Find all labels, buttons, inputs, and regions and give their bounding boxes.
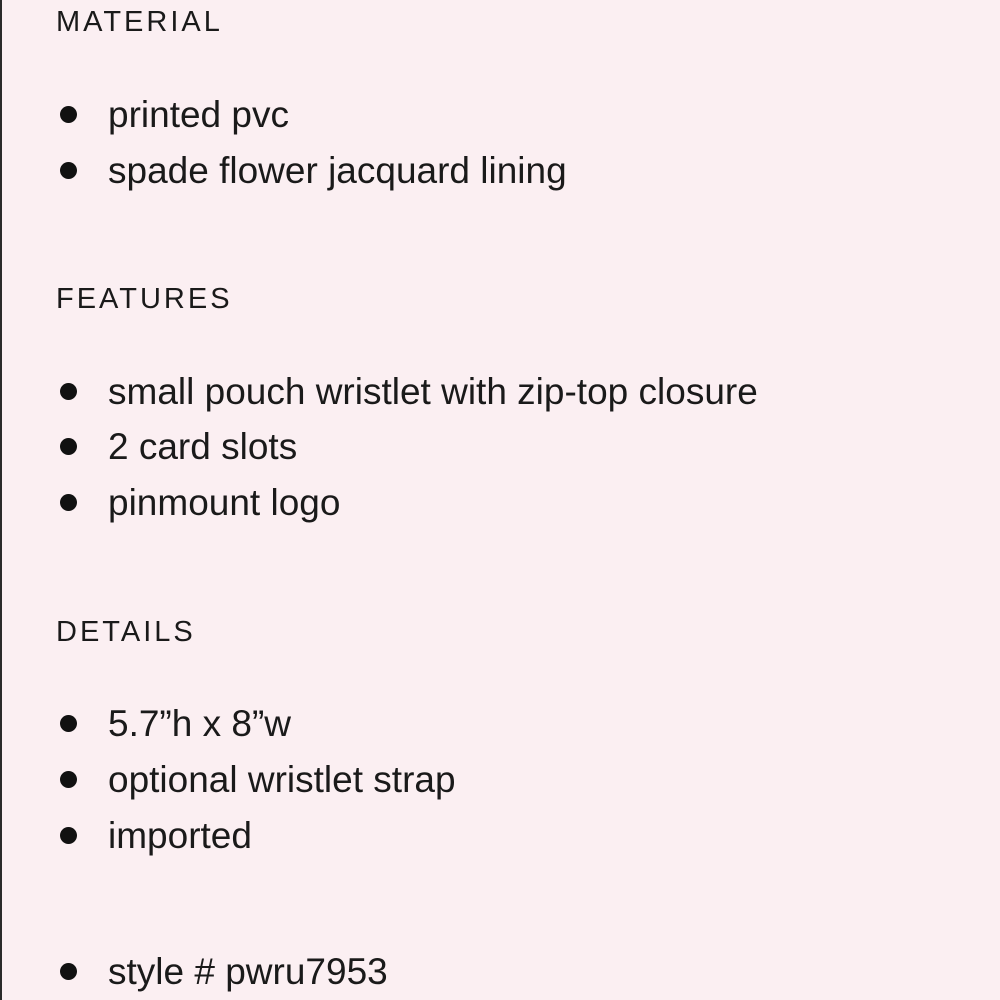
bullet-icon bbox=[60, 494, 77, 511]
list-item bbox=[60, 145, 567, 195]
list-item-text: imported bbox=[108, 814, 252, 856]
style-number-item bbox=[60, 946, 388, 996]
list-item-text: 2 card slots bbox=[108, 425, 298, 467]
list-item bbox=[60, 366, 758, 416]
list-item-text: optional wristlet strap bbox=[108, 758, 456, 800]
bullet-icon bbox=[60, 771, 77, 788]
bullet-icon bbox=[60, 438, 77, 455]
list-item bbox=[60, 421, 297, 471]
bullet-icon bbox=[60, 715, 77, 732]
material-heading: MATERIAL bbox=[56, 6, 223, 38]
list-item-text: printed pvc bbox=[108, 93, 289, 135]
list-item-text: small pouch wristlet with zip-top closure bbox=[108, 370, 758, 412]
list-item bbox=[60, 698, 291, 748]
list-item bbox=[60, 89, 289, 139]
list-item bbox=[60, 754, 456, 804]
bullet-icon bbox=[60, 162, 77, 179]
bullet-icon bbox=[60, 383, 77, 400]
left-border-line bbox=[0, 0, 2, 1000]
bullet-icon bbox=[60, 963, 77, 980]
bullet-icon bbox=[60, 106, 77, 123]
list-item bbox=[60, 477, 340, 527]
features-heading: FEATURES bbox=[56, 283, 233, 315]
list-item-text: 5.7”h x 8”w bbox=[108, 702, 292, 744]
bullet-icon bbox=[60, 827, 77, 844]
list-item-text: spade flower jacquard lining bbox=[108, 149, 567, 191]
list-item-text: pinmount logo bbox=[108, 481, 341, 523]
list-item bbox=[60, 810, 252, 860]
style-number-text: style # pwru7953 bbox=[108, 950, 388, 992]
details-heading: DETAILS bbox=[56, 616, 196, 648]
